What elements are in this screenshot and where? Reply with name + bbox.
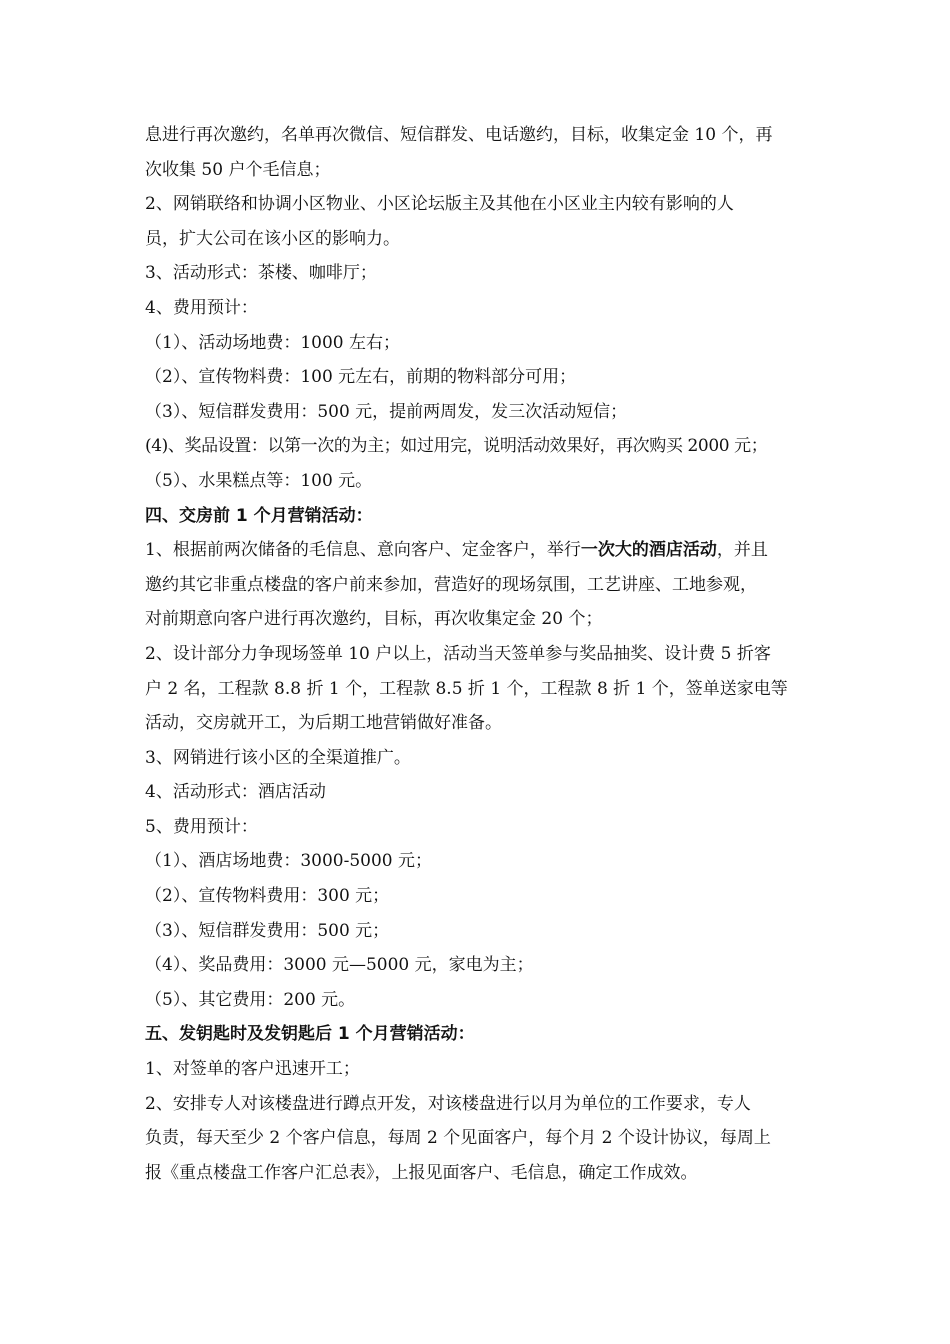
bold-text-run: 一次大的酒店活动 xyxy=(580,540,717,561)
text-line: （1）、活动场地费：1000 左右； xyxy=(145,332,400,353)
text-line: 户 2 名，工程款 8.8 折 1 个，工程款 8.5 折 1 个，工程款 8 折 1 个，签单送家电等 xyxy=(145,678,788,699)
text-line: 2、网销联络和协调小区物业、小区论坛版主及其他在小区业主内较有影响的人 xyxy=(145,194,734,215)
text-line: 邀约其它非重点楼盘的客户前来参加，营造好的现场氛围，工艺讲座、工地参观， xyxy=(145,574,757,595)
text-line: （2）、宣传物料费用：300 元； xyxy=(145,886,390,907)
text-line: 2、设计部分力争现场签单 10 户以上，活动当天签单参与奖品抽奖、设计费 5 折客 xyxy=(145,643,771,664)
text-line: 3、活动形式：茶楼、咖啡厅； xyxy=(145,263,377,284)
text-line: 员，扩大公司在该小区的影响力。 xyxy=(145,228,400,249)
text-line: （4）、奖品费用：3000 元—5000 元，家电为主； xyxy=(145,955,534,976)
text-line: 次收集 50 户个毛信息； xyxy=(145,159,331,180)
section-heading-5: 五、发钥匙时及发钥匙后 1 个月营销活动： xyxy=(145,1024,475,1045)
text-line: 对前期意向客户进行再次邀约，目标，再次收集定金 20 个； xyxy=(145,609,603,630)
text-line: （3）、短信群发费用：500 元，提前两周发，发三次活动短信； xyxy=(145,401,628,422)
text-line: 4、活动形式：酒店活动 xyxy=(145,782,326,803)
text-line: 4、费用预计： xyxy=(145,297,258,318)
text-line: 5、费用预计： xyxy=(145,816,258,837)
section-heading-4: 四、交房前 1 个月营销活动： xyxy=(145,505,373,526)
text-run: 1、根据前两次储备的毛信息、意向客户、定金客户，举行 xyxy=(145,540,581,561)
text-line-mixed xyxy=(145,533,815,568)
text-line: 3、网销进行该小区的全渠道推广。 xyxy=(145,747,411,768)
text-line: （3）、短信群发费用：500 元； xyxy=(145,920,390,941)
text-run: ，并且 xyxy=(716,540,768,561)
text-line: （5）、其它费用：200 元。 xyxy=(145,989,356,1010)
document-body xyxy=(145,118,815,1190)
text-line: （1）、酒店场地费：3000-5000 元； xyxy=(145,851,432,872)
text-line: 息进行再次邀约，名单再次微信、短信群发、电话邀约，目标，收集定金 10 个，再 xyxy=(145,125,773,145)
text-line: 2、安排专人对该楼盘进行蹲点开发，对该楼盘进行以月为单位的工作要求，专人 xyxy=(145,1093,751,1114)
text-line: （5）、水果糕点等：100 元。 xyxy=(145,470,373,491)
text-line: 负责，每天至少 2 个客户信息，每周 2 个见面客户，每个月 2 个设计协议，每周上 xyxy=(145,1128,771,1149)
text-line: (4)、奖品设置：以第一次的为主；如过用完，说明活动效果好，再次购买 2000 元； xyxy=(145,436,768,457)
text-line: 1、对签单的客户迅速开工； xyxy=(145,1059,360,1080)
text-line: 活动，交房就开工，为后期工地营销做好准备。 xyxy=(145,713,502,734)
text-line: 报《重点楼盘工作客户汇总表》，上报见面客户、毛信息，确定工作成效。 xyxy=(145,1162,698,1183)
text-line: （2）、宣传物料费：100 元左右，前期的物料部分可用； xyxy=(145,367,577,388)
